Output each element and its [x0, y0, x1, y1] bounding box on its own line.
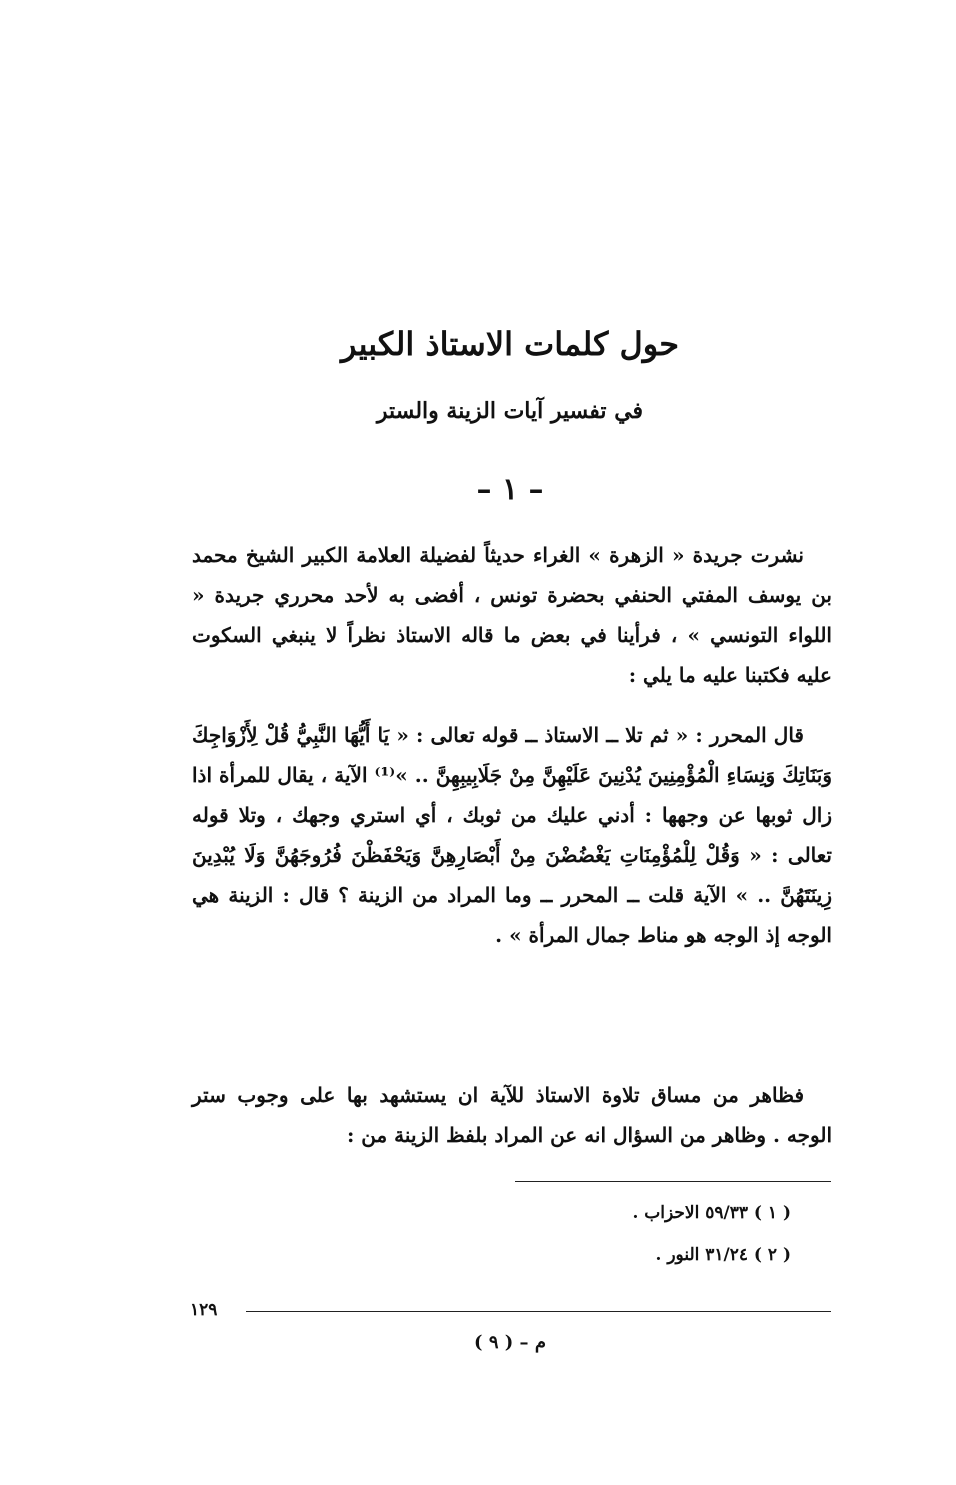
paragraph-text: نشرت جريدة « الزهرة » الغراء حديثاً لفضيلة العلامة الكبير الشيخ محمد بن يوسف المفتي الحنفي بحضرة تونس ، أفضى به لأحد محرري جريدة « اللواء التونسي » ، فرأينا في بعض ما قاله الاستاذ نظراً لا ينبغي السكوت عليه فكتبنا عليه ما يلي :: [192, 543, 832, 687]
footnote: ( ١ ) ٥٩/٣٣ الاحزاب .: [632, 1203, 791, 1223]
paragraph: [192, 715, 832, 955]
signature-mark: م – ( ٩ ): [474, 1332, 546, 1353]
footnote-divider: [515, 1181, 831, 1182]
paragraph: [192, 535, 832, 695]
footer-divider: [246, 1311, 831, 1312]
paragraph: [192, 1075, 832, 1155]
paragraph-text: فظاهر من مساق تلاوة الاستاذ للآية ان يستشهد بها على وجوب ستر الوجه . وظاهر من السؤال انه عن المراد بلفظ الزينة من :: [192, 1083, 832, 1147]
page-number: ١٢٩: [190, 1300, 218, 1320]
section-number: – ١ –: [476, 472, 544, 507]
page-subtitle: في تفسير آيات الزينة والستر: [376, 398, 644, 424]
footnotes: [515, 1192, 791, 1276]
page-title: حول كلمات الاستاذ الكبير: [340, 325, 680, 363]
footnote: ( ٢ ) ٣١/٢٤ النور .: [655, 1245, 791, 1265]
paragraph-text: قال المحرر : « ثم تلا ــ الاستاذ ــ قوله تعالى : « يَا أَيُّهَا النَّبِيُّ قُلْ لِأَزْوَاجِكَ وَبَنَاتِكَ وَنِسَاءِ الْمُؤْمِنِينَ يُدْنِينَ عَلَيْهِنَّ مِنْ جَلَابِيبِهِنَّ .. »⁽¹⁾ الآية ، يقال للمرأة اذا زال ثوبها عن وجهها : أدني عليك من ثوبك ، أي استري وجهك ، وتلا قوله تعالى : « وَقُلْ لِلْمُؤْمِنَاتِ يَغْضُضْنَ مِنْ أَبْصَارِهِنَّ وَيَحْفَظْنَ فُرُوجَهُنَّ وَلَا يُبْدِينَ زِينَتَهُنَّ .. » الآية قلت ــ المحرر ــ وما المراد من الزينة ؟ قال : الزينة هي الوجه إذ الوجه هو مناط جمال المرأة » .: [192, 723, 833, 947]
